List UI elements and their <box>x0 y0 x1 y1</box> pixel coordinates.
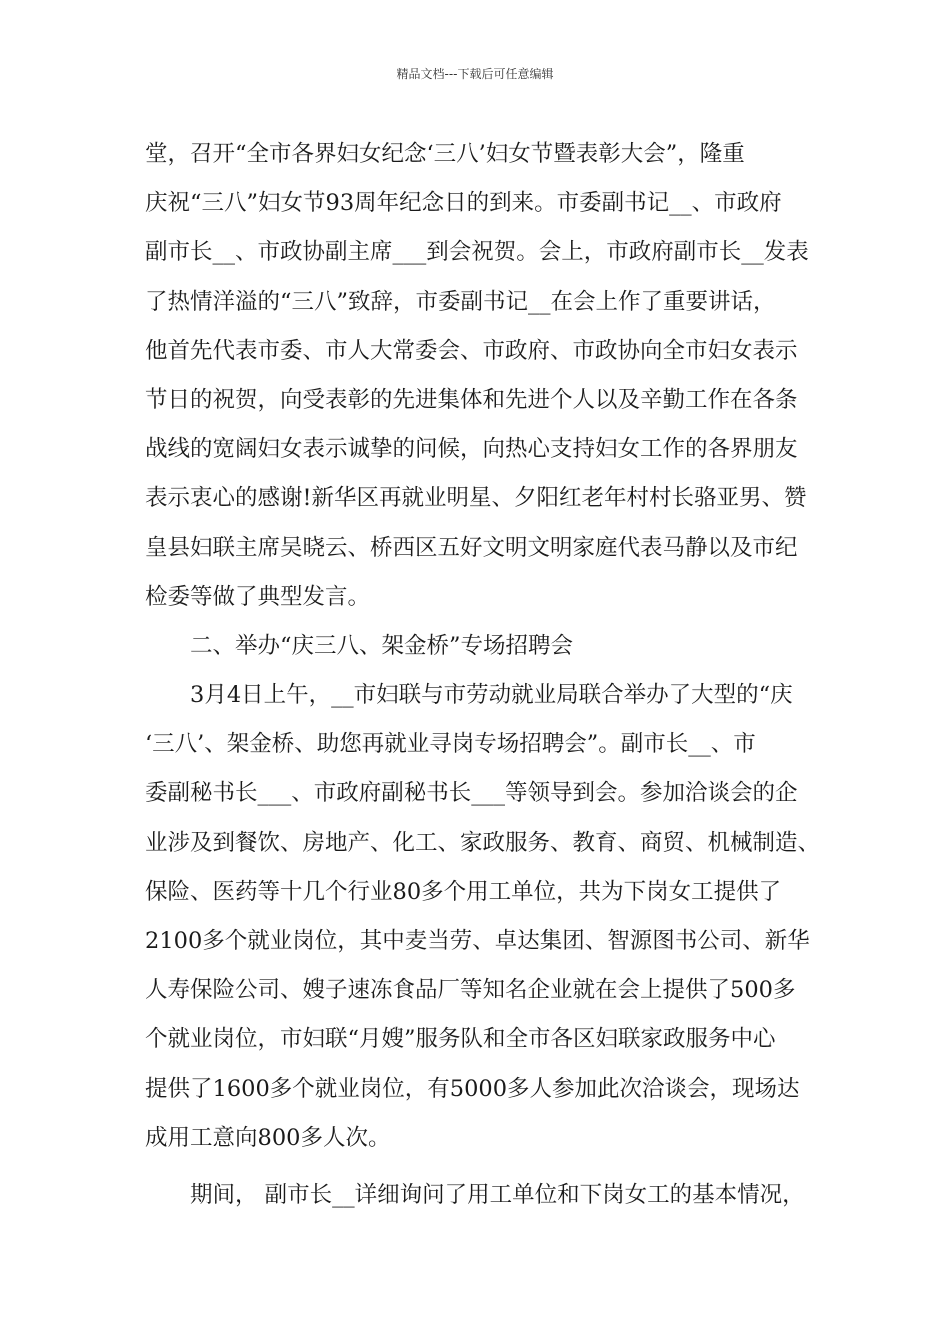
paragraph-line: 业涉及到餐饮、房地产、化工、家政服务、教育、商贸、机械制造、 <box>145 829 821 856</box>
paragraph-line: 检委等做了典型发言。 <box>145 583 371 610</box>
page-header: 精品文档---下载后可任意编辑 <box>396 67 554 81</box>
paragraph-line: 堂，召开“全市各界妇女纪念‘三八’妇女节暨表彰大会”，隆重 <box>145 141 745 167</box>
paragraph-line: 3月4日上午，__市妇联与市劳动就业局联合举办了大型的“庆 <box>190 682 793 709</box>
paragraph-line: 个就业岗位，市妇联“月嫂”服务队和全市各区妇联家政服务中心 <box>145 1026 776 1053</box>
paragraph-line: 人寿保险公司、嫂子速冻食品厂等知名企业就在会上提供了500多 <box>145 977 796 1004</box>
paragraph-line: 表示衷心的感谢!新华区再就业明星、夕阳红老年村村长骆亚男、赞 <box>145 485 807 512</box>
paragraph-line: ‘三八’、架金桥、助您再就业寻岗专场招聘会”。副市长__、市 <box>145 731 756 758</box>
paragraph-line: 提供了1600多个就业岗位，有5000多人参加此次洽谈会，现场达 <box>145 1075 800 1102</box>
paragraph-line: 庆祝“三八”妇女节93周年纪念日的到来。市委副书记__、市政府 <box>145 190 782 217</box>
paragraph-line: 副市长__、市政协副主席___到会祝贺。会上，市政府副市长__发表 <box>145 239 809 266</box>
paragraph-line: 战线的宽阔妇女表示诚挚的问候，向热心支持妇女工作的各界朋友 <box>145 436 798 463</box>
paragraph-line: 皇县妇联主席吴晓云、桥西区五好文明文明家庭代表马静以及市纪 <box>145 534 798 561</box>
paragraph-line: 委副秘书长___、市政府副秘书长___等领导到会。参加洽谈会的企 <box>145 780 798 807</box>
document-body <box>145 130 821 1220</box>
paragraph-line: 了热情洋溢的“三八”致辞，市委副书记__在会上作了重要讲话， <box>145 288 776 315</box>
paragraph-line: 节日的祝贺，向受表彰的先进集体和先进个人以及辛勤工作在各条 <box>145 386 798 413</box>
paragraph-line: 保险、医药等十几个行业80多个用工单位，共为下岗女工提供了 <box>145 878 782 905</box>
paragraph-line: 他首先代表市委、市人大常委会、市政府、市政协向全市妇女表示 <box>145 337 798 364</box>
paragraph-line: 成用工意向800多人次。 <box>145 1124 391 1151</box>
paragraph-line: 2100多个就业岗位，其中麦当劳、卓达集团、智源图书公司、新华 <box>145 928 810 954</box>
paragraph-line: 期间， 副市长__详细询问了用工单位和下岗女工的基本情况， <box>190 1181 805 1208</box>
section-heading: 二、举办“庆三八、架金桥”专场招聘会 <box>190 632 574 659</box>
